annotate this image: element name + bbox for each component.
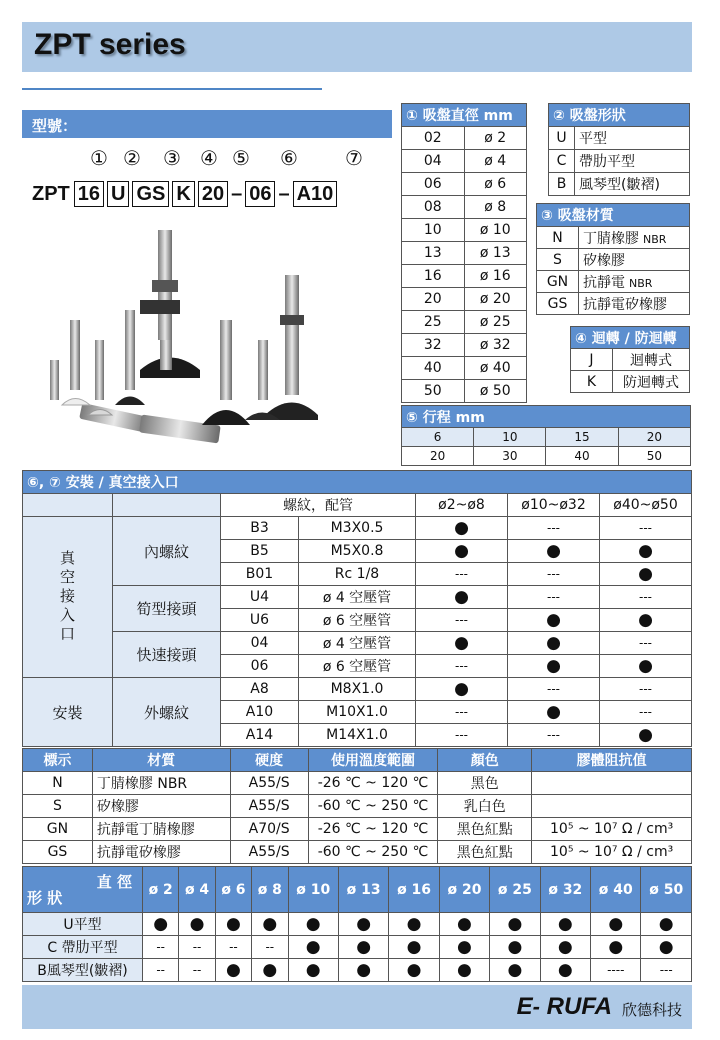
shape-code: U (549, 127, 575, 150)
mount-availability: ● (600, 655, 692, 678)
diameter-value: ø 4 (464, 150, 527, 173)
group-install: 安裝 (23, 678, 113, 747)
diameter-value: ø 10 (464, 219, 527, 242)
mount-availability: --- (416, 655, 508, 678)
props-cell: 乳白色 (438, 795, 532, 818)
mount-header-large: ø40~ø50 (600, 494, 692, 517)
compat-cell: ● (252, 913, 288, 936)
header-divider (22, 88, 322, 90)
code-mount: A10 (293, 181, 338, 207)
group-vacuum: 真空接入口 (23, 517, 113, 678)
sub-quick: 快速接頭 (113, 632, 221, 678)
code-shape: U (107, 181, 129, 207)
table-row (23, 959, 692, 982)
brand-logo (517, 993, 612, 1021)
mount-spec: Rc 1/8 (299, 563, 416, 586)
compat-cell: ● (288, 913, 338, 936)
table-row (23, 772, 692, 795)
page-title: ZPT series (34, 28, 186, 61)
header-bar (22, 22, 692, 72)
compat-shape: B風琴型(皺褶) (23, 959, 143, 982)
compat-cell: -- (179, 959, 215, 982)
code-prefix: ZPT (32, 182, 70, 205)
diameter-code: 02 (402, 127, 465, 150)
diameter-code: 16 (402, 265, 465, 288)
mount-spec: M3X0.5 (299, 517, 416, 540)
compat-size: ø 2 (143, 867, 179, 913)
compat-cell: ● (338, 936, 388, 959)
stroke-table (401, 405, 691, 466)
props-header: 使用溫度範圍 (308, 749, 438, 772)
props-cell: A55/S (230, 772, 308, 795)
mount-availability: ● (600, 540, 692, 563)
diameter-value: ø 8 (464, 196, 527, 219)
mount-spec: M10X1.0 (299, 701, 416, 724)
compat-size: ø 25 (490, 867, 540, 913)
material-title: ③ 吸盤材質 (537, 204, 690, 227)
mount-code: A8 (221, 678, 299, 701)
compat-corner (23, 867, 143, 913)
mount-availability: --- (600, 632, 692, 655)
compat-size: ø 16 (389, 867, 439, 913)
compat-cell: ● (338, 959, 388, 982)
shape-title: ② 吸盤形狀 (549, 104, 690, 127)
compat-cell: ● (641, 936, 692, 959)
stroke-value: 40 (546, 447, 618, 466)
diameter-code: 13 (402, 242, 465, 265)
diameter-code: 40 (402, 357, 465, 380)
material-name-text: 矽橡膠 (583, 252, 625, 269)
code-stroke: 20 (198, 181, 228, 207)
table-row (402, 242, 527, 265)
props-cell: -26 ℃ ~ 120 ℃ (308, 772, 438, 795)
table-row (23, 936, 692, 959)
table-row (23, 841, 692, 864)
table-row (23, 818, 692, 841)
mount-availability: --- (508, 724, 600, 747)
props-cell: N (23, 772, 93, 795)
props-cell: S (23, 795, 93, 818)
props-cell: 丁腈橡膠 NBR (92, 772, 230, 795)
compat-cell: ● (389, 936, 439, 959)
mount-availability: ● (416, 517, 508, 540)
table-row (549, 150, 690, 173)
mount-availability: ● (416, 540, 508, 563)
shape-code: C (549, 150, 575, 173)
mount-availability: ● (416, 678, 508, 701)
mount-code: B01 (221, 563, 299, 586)
properties-table (22, 748, 692, 864)
diameter-title: ① 吸盤直徑 mm (402, 104, 527, 127)
mount-availability: ● (508, 540, 600, 563)
mount-code: 06 (221, 655, 299, 678)
diameter-code: 50 (402, 380, 465, 403)
diameter-value: ø 2 (464, 127, 527, 150)
mount-availability: ● (600, 724, 692, 747)
compat-cell: -- (179, 936, 215, 959)
diameter-code: 20 (402, 288, 465, 311)
table-row (23, 913, 692, 936)
mount-availability: --- (600, 701, 692, 724)
props-cell: A55/S (230, 841, 308, 864)
compat-cell: ● (490, 936, 540, 959)
compat-shape: C 帶肋平型 (23, 936, 143, 959)
stroke-value: 30 (474, 447, 546, 466)
mount-availability: --- (600, 517, 692, 540)
material-suffix: NBR (643, 232, 667, 246)
circled-7: ⑦ (345, 146, 363, 170)
stroke-value: 20 (402, 447, 474, 466)
table-row (402, 334, 527, 357)
compat-size: ø 20 (439, 867, 489, 913)
code-dash: – (231, 182, 243, 205)
mount-code: U6 (221, 609, 299, 632)
diameter-code: 25 (402, 311, 465, 334)
compat-cell: ● (389, 913, 439, 936)
compat-cell: ● (252, 959, 288, 982)
props-cell: -60 ℃ ~ 250 ℃ (308, 795, 438, 818)
circled-6: ⑥ (280, 146, 298, 170)
table-row (23, 632, 692, 655)
diameter-value: ø 25 (464, 311, 527, 334)
compat-size: ø 13 (338, 867, 388, 913)
table-row (23, 678, 692, 701)
compat-shape: U平型 (23, 913, 143, 936)
material-name-text: 丁腈橡膠 (583, 230, 639, 247)
mount-code: B5 (221, 540, 299, 563)
compat-cell: --- (641, 959, 692, 982)
material-name-text: 抗靜電矽橡膠 (583, 296, 667, 313)
props-cell: -26 ℃ ~ 120 ℃ (308, 818, 438, 841)
material-name (579, 271, 690, 293)
material-name (579, 293, 690, 315)
logo-rufa: RUFA (546, 993, 612, 1020)
compat-cell: ● (641, 913, 692, 936)
props-cell: A55/S (230, 795, 308, 818)
compat-cell: ● (288, 936, 338, 959)
diameter-value: ø 20 (464, 288, 527, 311)
shape-code: B (549, 173, 575, 196)
model-code (32, 180, 340, 208)
table-row (23, 586, 692, 609)
model-label-bar (22, 110, 392, 138)
props-header: 材質 (92, 749, 230, 772)
props-cell: 10⁵ ~ 10⁷ Ω / cm³ (532, 841, 692, 864)
rotation-name: 迴轉式 (613, 349, 690, 371)
props-cell (532, 795, 692, 818)
footer-bar (22, 985, 692, 1029)
logo-dash: - (532, 994, 540, 1019)
sub-outer: 外螺紋 (113, 678, 221, 747)
mount-spec: ø 4 空壓管 (299, 586, 416, 609)
diameter-code: 06 (402, 173, 465, 196)
compat-cell: -- (252, 936, 288, 959)
table-row (402, 127, 527, 150)
props-header: 硬度 (230, 749, 308, 772)
mount-code: U4 (221, 586, 299, 609)
props-cell (532, 772, 692, 795)
diameter-value: ø 40 (464, 357, 527, 380)
material-code: GS (537, 293, 579, 315)
table-row (537, 293, 690, 315)
mount-availability: --- (508, 586, 600, 609)
props-cell: 黑色 (438, 772, 532, 795)
compat-cell: ● (439, 936, 489, 959)
shape-name: 帶肋平型 (575, 150, 690, 173)
compat-cell: ● (439, 913, 489, 936)
table-row (402, 150, 527, 173)
props-cell: GN (23, 818, 93, 841)
mount-availability: ● (416, 586, 508, 609)
compat-cell: ● (540, 913, 590, 936)
material-code: GN (537, 271, 579, 293)
compat-cell: ● (389, 959, 439, 982)
props-cell: 10⁵ ~ 10⁷ Ω / cm³ (532, 818, 692, 841)
code-diameter: 16 (74, 181, 104, 207)
material-code: S (537, 249, 579, 271)
diameter-value: ø 50 (464, 380, 527, 403)
compat-cell: ● (591, 936, 641, 959)
mount-availability: --- (416, 724, 508, 747)
stroke-code: 10 (474, 428, 546, 447)
circled-4: ④ (200, 146, 218, 170)
mount-availability: --- (600, 586, 692, 609)
table-row (402, 196, 527, 219)
compat-size: ø 4 (179, 867, 215, 913)
mount-availability: --- (416, 563, 508, 586)
mount-header-small: ø2~ø8 (416, 494, 508, 517)
rotation-title: ④ 迴轉 / 防迴轉 (571, 327, 690, 349)
table-row (402, 173, 527, 196)
stroke-code: 6 (402, 428, 474, 447)
mount-code: 04 (221, 632, 299, 655)
rotation-code: J (571, 349, 613, 371)
code-dash: – (278, 182, 290, 205)
mount-availability: ● (508, 632, 600, 655)
table-row (549, 173, 690, 196)
props-cell: 矽橡膠 (92, 795, 230, 818)
mount-availability: --- (508, 563, 600, 586)
logo-e: E (516, 993, 533, 1020)
product-photo (40, 220, 390, 455)
table-row (402, 357, 527, 380)
diameter-code: 10 (402, 219, 465, 242)
stroke-title: ⑤ 行程 mm (402, 406, 691, 428)
mount-header-thread: 螺紋，配管 (221, 494, 416, 517)
mount-availability: --- (508, 678, 600, 701)
stroke-code: 15 (546, 428, 618, 447)
circled-5: ⑤ (232, 146, 250, 170)
code-port: 06 (245, 181, 275, 207)
table-row (402, 288, 527, 311)
mount-title: ⑥, ⑦ 安裝 / 真空接入口 (23, 471, 692, 494)
props-cell: 抗靜電矽橡膠 (92, 841, 230, 864)
compat-cell: -- (143, 959, 179, 982)
company-name: 欣德科技 (621, 1001, 682, 1019)
props-cell: -60 ℃ ~ 250 ℃ (308, 841, 438, 864)
model-label: 型號： (32, 117, 78, 135)
circled-1: ① (90, 146, 108, 170)
mount-availability: ● (508, 655, 600, 678)
circled-2: ② (123, 146, 141, 170)
props-header: 顏色 (438, 749, 532, 772)
mount-availability: ● (508, 701, 600, 724)
table-row (402, 265, 527, 288)
mount-spec: ø 6 空壓管 (299, 609, 416, 632)
compat-cell: ---- (591, 959, 641, 982)
mount-availability: ● (508, 609, 600, 632)
compat-cell: ● (215, 913, 251, 936)
mount-spec: M5X0.8 (299, 540, 416, 563)
props-cell: 黑色紅點 (438, 818, 532, 841)
code-material: GS (132, 181, 169, 207)
mount-code: B3 (221, 517, 299, 540)
compat-cell: ● (490, 959, 540, 982)
shape-table (548, 103, 690, 196)
diameter-value: ø 16 (464, 265, 527, 288)
diameter-table (401, 103, 527, 403)
diameter-code: 08 (402, 196, 465, 219)
rotation-code: K (571, 371, 613, 393)
mount-availability: --- (600, 678, 692, 701)
rotation-name: 防迴轉式 (613, 371, 690, 393)
material-name (579, 227, 690, 249)
props-header: 標示 (23, 749, 93, 772)
compat-corner-bottom: 形 狀 (27, 889, 63, 907)
table-row (402, 219, 527, 242)
code-rotation: K (172, 181, 194, 207)
table-row (549, 127, 690, 150)
compat-cell: ● (288, 959, 338, 982)
shape-name: 平型 (575, 127, 690, 150)
compat-table (22, 866, 692, 982)
compat-cell: ● (179, 913, 215, 936)
mount-header-mid: ø10~ø32 (508, 494, 600, 517)
mount-spec: M14X1.0 (299, 724, 416, 747)
mount-availability: ● (600, 609, 692, 632)
compat-cell: ● (338, 913, 388, 936)
mount-spec: ø 4 空壓管 (299, 632, 416, 655)
table-row (402, 311, 527, 334)
mount-spec: M8X1.0 (299, 678, 416, 701)
mount-availability: --- (416, 609, 508, 632)
props-cell: 黑色紅點 (438, 841, 532, 864)
compat-cell: ● (143, 913, 179, 936)
material-suffix: NBR (629, 276, 653, 290)
compat-size: ø 6 (215, 867, 251, 913)
material-table (536, 203, 690, 315)
material-name (579, 249, 690, 271)
diameter-value: ø 6 (464, 173, 527, 196)
compat-cell: -- (215, 936, 251, 959)
mount-spec: ø 6 空壓管 (299, 655, 416, 678)
props-header: 膠體阻抗值 (532, 749, 692, 772)
compat-size: ø 32 (540, 867, 590, 913)
table-row (537, 227, 690, 249)
diameter-code: 32 (402, 334, 465, 357)
diameter-code: 04 (402, 150, 465, 173)
props-cell: 抗靜電丁腈橡膠 (92, 818, 230, 841)
material-name-text: 抗靜電 (583, 274, 625, 291)
mount-availability: ● (600, 563, 692, 586)
mount-availability: --- (508, 517, 600, 540)
table-row (402, 380, 527, 403)
table-row (23, 795, 692, 818)
table-row (571, 349, 690, 371)
table-row (23, 517, 692, 540)
rotation-table (570, 326, 690, 393)
material-code: N (537, 227, 579, 249)
compat-cell: ● (540, 959, 590, 982)
compat-size: ø 40 (591, 867, 641, 913)
stroke-value: 50 (618, 447, 690, 466)
table-row (537, 249, 690, 271)
circled-3: ③ (163, 146, 181, 170)
compat-size: ø 50 (641, 867, 692, 913)
mount-code: A14 (221, 724, 299, 747)
mount-table (22, 470, 692, 747)
compat-corner-top: 直 徑 (96, 873, 132, 891)
compat-cell: -- (143, 936, 179, 959)
mount-code: A10 (221, 701, 299, 724)
table-row (571, 371, 690, 393)
stroke-code: 20 (618, 428, 690, 447)
sub-barb: 筍型接頭 (113, 586, 221, 632)
mount-availability: --- (416, 701, 508, 724)
props-cell: GS (23, 841, 93, 864)
compat-cell: ● (215, 959, 251, 982)
sub-inner: 內螺紋 (113, 517, 221, 586)
compat-cell: ● (591, 913, 641, 936)
compat-size: ø 10 (288, 867, 338, 913)
compat-cell: ● (490, 913, 540, 936)
diameter-value: ø 13 (464, 242, 527, 265)
shape-name: 風琴型(皺褶) (575, 173, 690, 196)
compat-cell: ● (540, 936, 590, 959)
compat-size: ø 8 (252, 867, 288, 913)
props-cell: A70/S (230, 818, 308, 841)
compat-cell: ● (439, 959, 489, 982)
diameter-value: ø 32 (464, 334, 527, 357)
table-row (537, 271, 690, 293)
mount-availability: ● (416, 632, 508, 655)
